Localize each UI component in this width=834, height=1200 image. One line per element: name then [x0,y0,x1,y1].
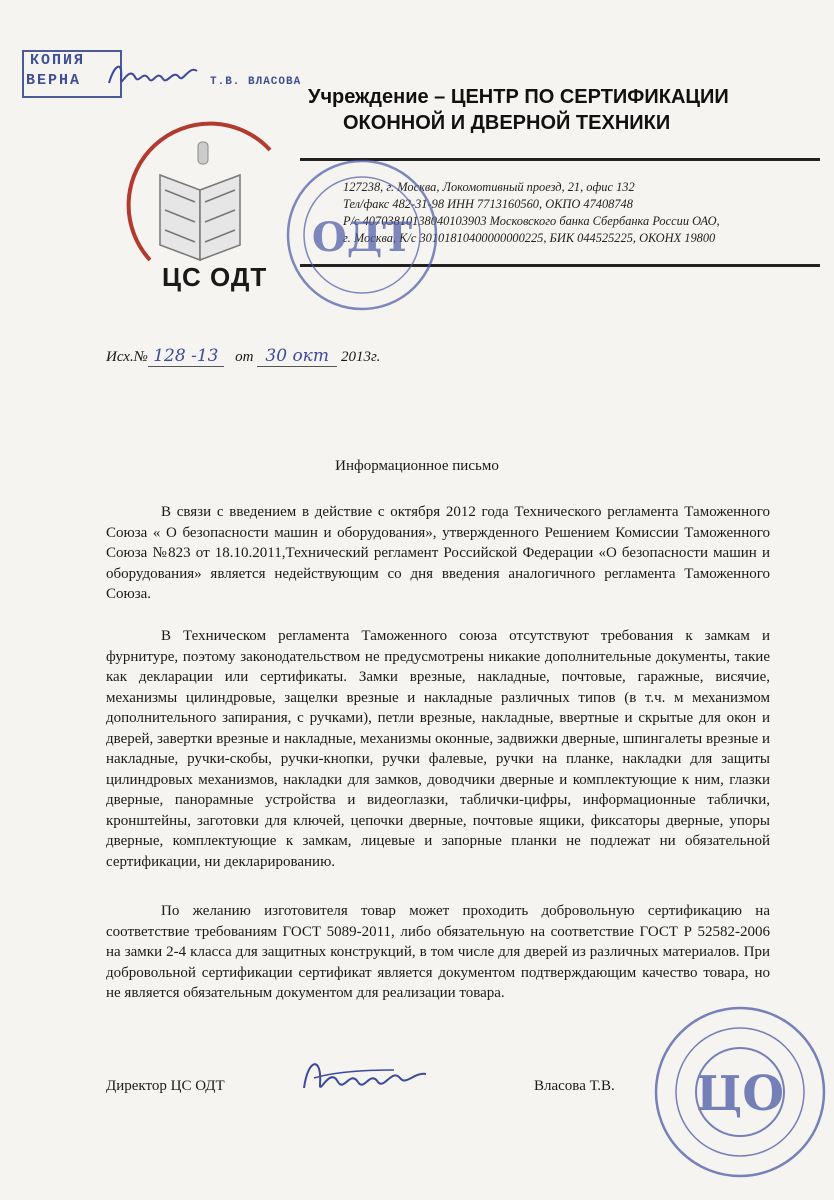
outgoing-prefix: Исх.№ [106,349,148,365]
organization-seal-icon [652,1004,828,1180]
logo-text: ЦС ОДТ [162,262,268,292]
outgoing-year: 2013г. [340,349,381,365]
bottom-seal-text: ЦО [695,1066,785,1122]
copy-stamp-line2: ВЕРНА [26,72,82,89]
address-line: Тел/факс 482-31-98 ИНН 7713160560, ОКПО 47408748 [343,197,633,211]
copy-stamp-line1: КОПИЯ [30,52,86,69]
outgoing-reference [106,346,380,367]
copy-stamp-signature [105,55,201,95]
signatory-position: Директор ЦС ОДТ [106,1078,225,1094]
organization-seal-icon [282,155,442,315]
letter-paragraph: В связи с введением в действие с октября 2012 года Технического регламента Таможенного Союза « О безопасности машин и оборудования», утвержденного Решением Комиссии Таможенного Союза №823 от 18.10.2011,Технический регламент Российской Федерации «О безопасности машин и оборудования» является недействующим со дня введения аналогичного регламента Таможенного Союза. [106,504,770,602]
organization-title-line1: Учреждение – ЦЕНТР ПО СЕРТИФИКАЦИИ [308,86,729,108]
organization-title-line2: ОКОННОЙ И ДВЕРНОЙ ТЕХНИКИ [343,112,671,134]
letter-paragraph: По желанию изготовителя товар может проходить добровольную сертификацию на соответствие требованиям ГОСТ 5089-2011, либо обязательную на соответствие ГОСТ Р 52582-2006 на замки 2-4 класса для защитных конструкций, в том числе для дверей из различных материалов. При добровольной сертификации сертификат является документом подтверждающим качество товара, но не является обязательным документом для реализации товара. [106,903,770,1001]
signatory-name: Власова Т.В. [534,1078,615,1094]
letter-paragraph: В Техническом регламента Таможенного союза отсутствуют требования к замкам и фурнитуре, поэтому законодательством не предусмотрены никакие дополнительные документы, такие как декларации или сертификаты. Замки врезные, накладные, почтовые, гаражные, висячие, механизмы цилиндровые, защелки врезные и накладные различных типов (в т.ч. м механизмом дополнительного запирания, с ручками), петли врезные, накладные, ввертные и скрытые для окон и дверей, завертки врезные и накладные, механизмы оконные, задвижки дверные, шпингалеты врезные и накладные, ручки-скобы, ручки-кнопки, ручки фалевые, ручки на планке, накладки для защиты цилиндровых механизмов, накладки для замков, доводчики дверные и комплектующие к ним, глазки дверные, панорамные устройства и видеоглазки, таблички-цифры, информационные таблички, кронштейны, заготовки для ключей, цепочки дверные, почтовые ящики, фиксаторы дверные, упоры дверные, комплектующие к замкам, лицевые и запорные планки не подлежат ни обязательной сертификации, ни декларированию. [106,628,770,870]
address-line: г. Москва, К/с 30101810400000000225, БИК 044525225, ОКОНХ 19800 [343,231,716,245]
top-seal-text: ОДТ [311,214,413,261]
outgoing-number: 128 -13 [148,346,224,367]
address-line: 127238, г. Москва, Локомотивный проезд, 21, офис 132 [343,180,635,194]
address-line: Р/с 40703810138040103903 Московского банка Сбербанка России ОАО, [343,214,720,228]
handwritten-signature [294,1048,434,1108]
outgoing-date-prefix: от [235,349,254,365]
letter-title: Информационное письмо [335,458,499,474]
copy-stamp-name: Т.В. ВЛАСОВА [210,76,302,88]
outgoing-date: 30 окт [257,346,337,367]
